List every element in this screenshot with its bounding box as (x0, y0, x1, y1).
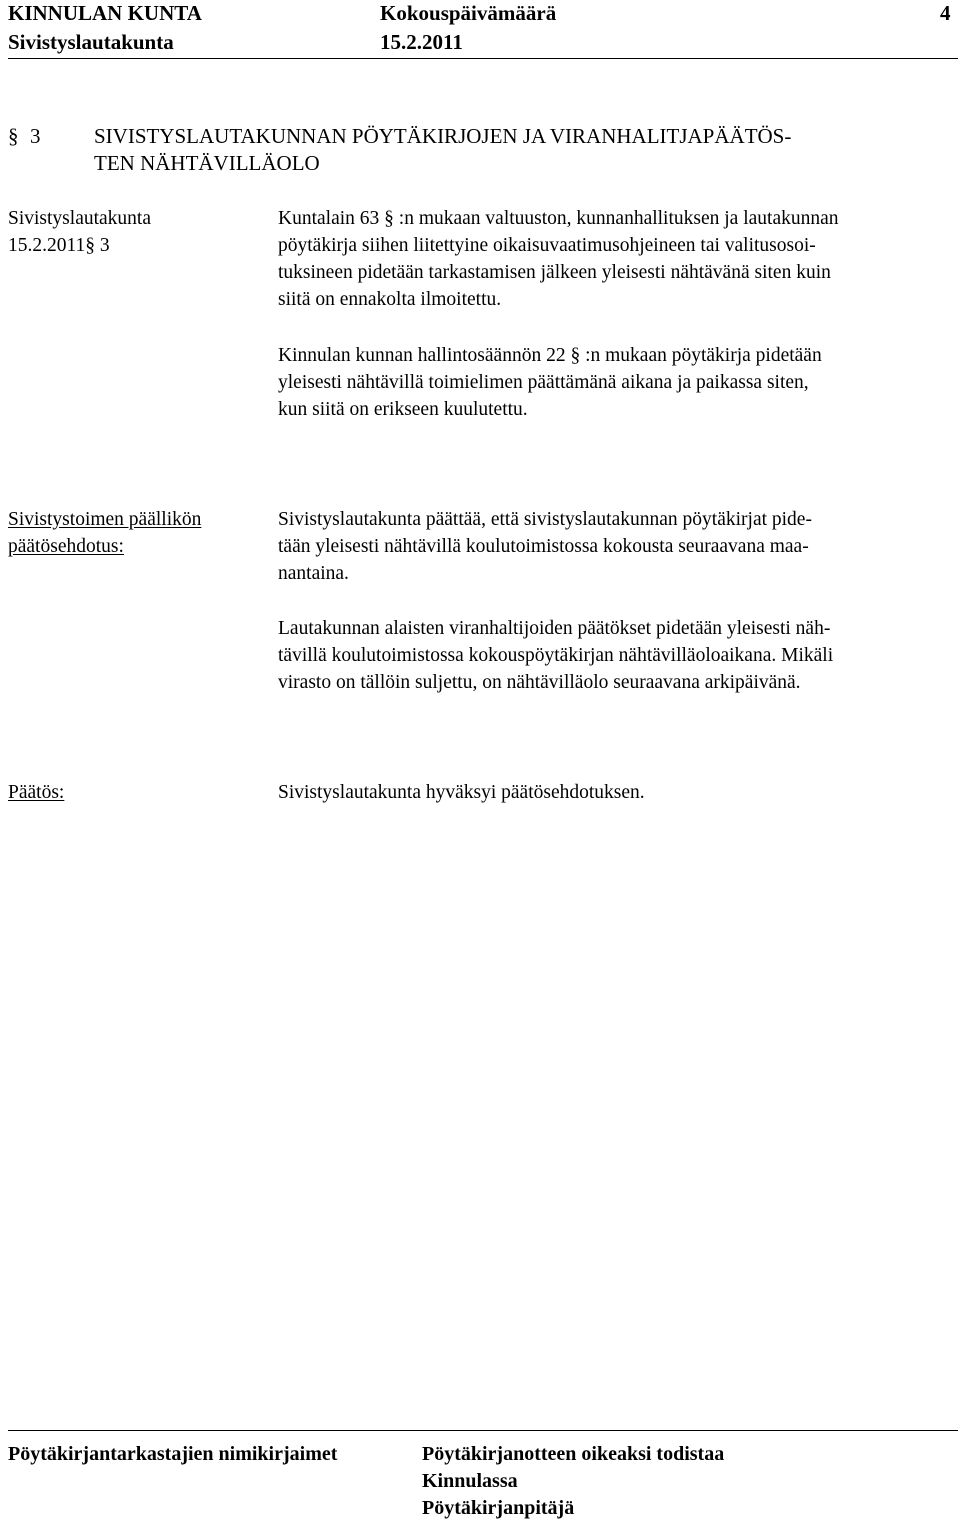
paragraph-2 (278, 342, 822, 423)
decision-label: Päätös: (8, 782, 65, 803)
meeting-date-label: Kokouspäivämäärä (380, 1, 557, 25)
reference-symbol: § (85, 235, 96, 256)
proposal-p1-line: Sivistyslautakunta päättää, että sivistyslautakunnan pöytäkirjat pide- (278, 509, 812, 530)
reference-board: Sivistyslautakunta (8, 208, 151, 229)
reference-number: 3 (99, 235, 110, 256)
section-number: 3 (30, 124, 41, 148)
proposal-p2-line: tävillä koulutoimistossa kokouspöytäkirjan nähtävilläoloaikana. Mikäli (278, 645, 834, 666)
proposal-p1-line: nantaina. (278, 563, 349, 584)
proposal-label-line2: päätösehdotus: (8, 536, 124, 557)
page-number: 4 (940, 1, 951, 25)
paragraph-1-line: Kuntalain 63 § :n mukaan valtuuston, kunnanhallituksen ja lautakunnan (278, 208, 839, 229)
decision-text: Sivistyslautakunta hyväksyi päätösehdotuksen. (278, 782, 645, 803)
reference-date-value: 15.2.2011 (8, 235, 86, 256)
proposal-p1-line: tään yleisesti nähtävillä koulutoimistossa kokousta seuraavana maa- (278, 536, 809, 557)
footer-keeper: Pöytäkirjanpitäjä (422, 1497, 575, 1519)
paragraph-2-line: kun siitä on erikseen kuulutettu. (278, 399, 528, 420)
section-title-line1: SIVISTYSLAUTAKUNNAN PÖYTÄKIRJOJEN JA VIRANHALITJAPÄÄTÖS- (94, 124, 792, 148)
section-symbol: § (8, 124, 19, 148)
header-rule (8, 58, 958, 59)
proposal-p2-line: Lautakunnan alaisten viranhaltijoiden päätökset pidetään yleisesti näh- (278, 618, 831, 639)
footer-initials-label: Pöytäkirjantarkastajien nimikirjaimet (8, 1443, 338, 1465)
paragraph-2-line: Kinnulan kunnan hallintosäännön 22 § :n mukaan pöytäkirja pidetään (278, 345, 822, 366)
proposal-paragraph-1 (278, 506, 812, 587)
footer-place: Kinnulassa (422, 1470, 518, 1492)
footer-certify-label: Pöytäkirjanotteen oikeaksi todistaa (422, 1443, 725, 1465)
paragraph-1 (278, 205, 839, 313)
footer-rule (8, 1430, 958, 1431)
paragraph-1-line: pöytäkirja siihen liitettyine oikaisuvaatimusohjeineen tai valitusosoi- (278, 235, 816, 256)
meeting-date: 15.2.2011 (380, 30, 463, 54)
proposal-label-line1: Sivistystoimen päällikön (8, 509, 202, 530)
proposal-p2-line: virasto on tällöin suljettu, on nähtävilläolo seuraavana arkipäivänä. (278, 672, 801, 693)
paragraph-1-line: siitä on ennakolta ilmoitettu. (278, 289, 502, 310)
org-name: KINNULAN KUNTA (8, 1, 202, 25)
paragraph-1-line: tuksineen pidetään tarkastamisen jälkeen yleisesti nähtävänä siten kuin (278, 262, 831, 283)
section-title-line2: TEN NÄHTÄVILLÄOLO (94, 151, 320, 175)
proposal-paragraph-2 (278, 615, 833, 696)
paragraph-2-line: yleisesti nähtävillä toimielimen päättämänä aikana ja paikassa siten, (278, 372, 809, 393)
board-name: Sivistyslautakunta (8, 30, 174, 54)
reference-date (8, 232, 110, 259)
